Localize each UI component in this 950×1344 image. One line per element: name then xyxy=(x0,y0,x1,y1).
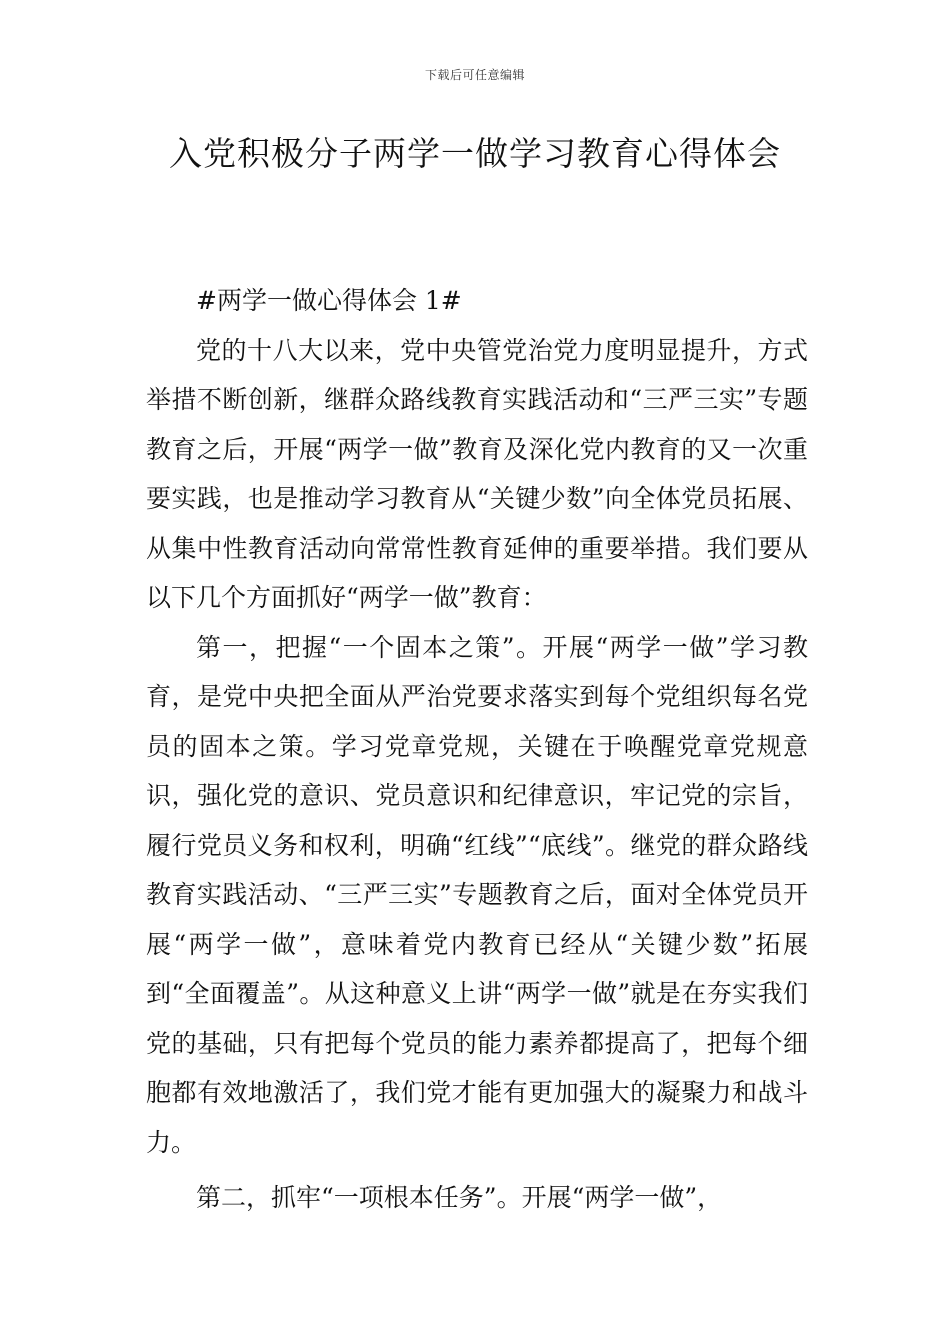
header-note: 下载后可任意编辑 xyxy=(424,68,525,82)
section-heading: #两学一做心得体会 1# xyxy=(196,286,462,315)
paragraph: 第二，抓牢“一项根本任务”。开展“两学一做”， xyxy=(196,1183,723,1212)
document-body xyxy=(146,276,808,1223)
paragraph: 第一，把握“一个固本之策”。开展“两学一做”学习教育，是党中央把全面从严治党要求落实到每个党组织每名党员的固本之策。学习党章党规，关键在于唤醒党章党规意识，强化党的意识、党员意识和纪律意识，牢记党的宗旨，履行党员义务和权利，明确“红线”“底线”。继党的群众路线教育实践活动、“三严三实”专题教育之后，面对全体党员开展“两学一做”，意味着党内教育已经从“关键少数”拓展到“全面覆盖”。从这种意义上讲“两学一做”就是在夯实我们党的基础，只有把每个党员的能力素养都提高了，把每个细胞都有效地激活了，我们党才能有更加强大的凝聚力和战斗力。 xyxy=(146,632,808,1157)
document-title: 入党积极分子两学一做学习教育心得体会 xyxy=(169,134,781,173)
paragraph: 党的十八大以来，党中央管党治党力度明显提升，方式举措不断创新，继群众路线教育实践活动和“三严三实”专题教育之后，开展“两学一做”教育及深化党内教育的又一次重要实践，也是推动学习教育从“关键少数”向全体党员拓展、从集中性教育活动向常常性教育延伸的重要举措。我们要从以下几个方面抓好“两学一做”教育： xyxy=(146,335,808,612)
